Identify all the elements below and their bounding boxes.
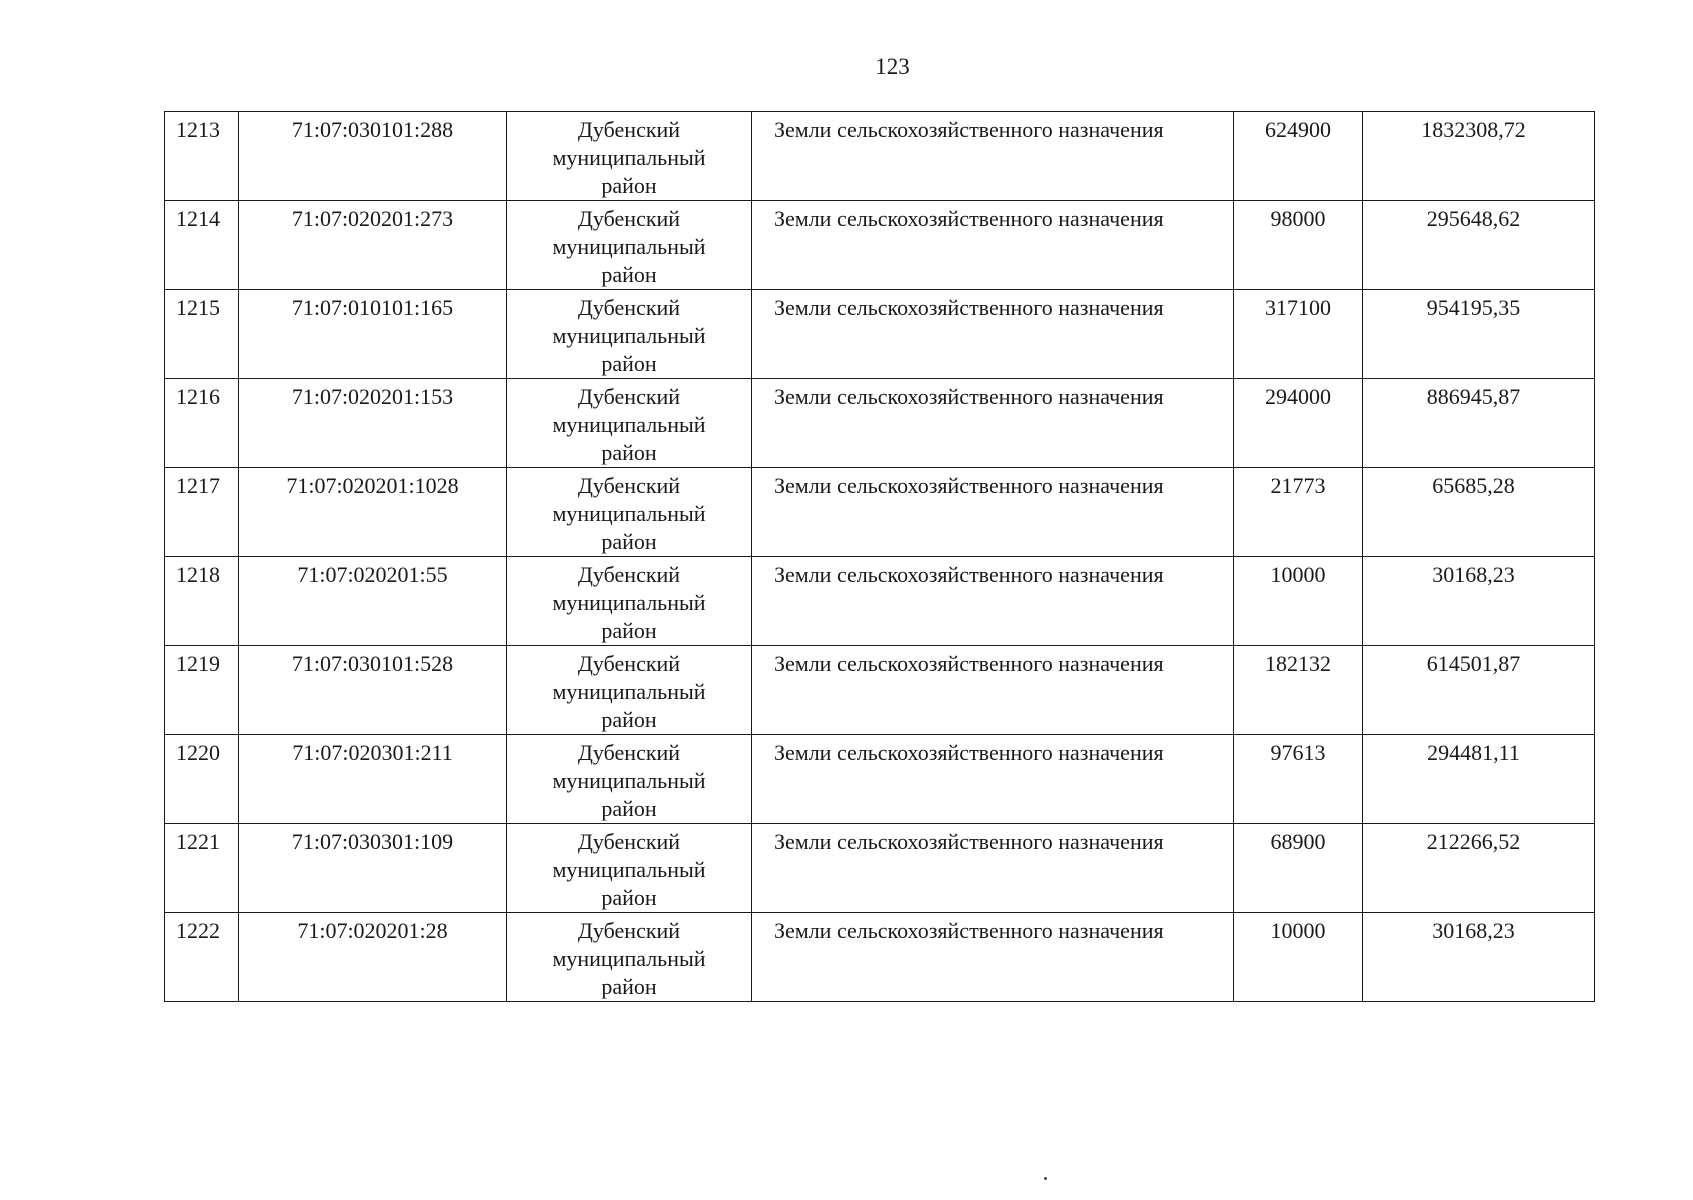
cadastral-number-cell: 71:07:020201:28 [239,913,507,1002]
district-cell [507,112,752,201]
district-line: район [601,440,657,465]
cadastral-cost-cell: 295648,62 [1363,201,1595,290]
district-line: муниципальный [552,946,706,971]
area-cell: 10000 [1234,913,1363,1002]
district-line: район [601,351,657,376]
district-line: муниципальный [552,857,706,882]
row-number-cell: 1217 [165,468,239,557]
row-number-cell: 1220 [165,735,239,824]
area-cell: 68900 [1234,824,1363,913]
district-line: Дубенский [577,117,681,142]
district-line: муниципальный [552,768,706,793]
row-number-cell: 1222 [165,913,239,1002]
district-cell [507,824,752,913]
cadastral-cost-cell: 294481,11 [1363,735,1595,824]
district-cell [507,468,752,557]
land-category-cell: Земли сельскохозяйственного назначения [752,824,1234,913]
area-cell: 98000 [1234,201,1363,290]
cadastral-cost-cell: 886945,87 [1363,379,1595,468]
land-category-cell: Земли сельскохозяйственного назначения [752,557,1234,646]
land-category-cell: Земли сельскохозяйственного назначения [752,290,1234,379]
district-line: муниципальный [552,412,706,437]
cadastral-cost-cell: 65685,28 [1363,468,1595,557]
district-line: Дубенский [577,918,681,943]
district-cell [507,290,752,379]
district-line: муниципальный [552,145,706,170]
cadastral-cost-cell: 212266,52 [1363,824,1595,913]
table-row [165,468,1595,557]
land-category-cell: Земли сельскохозяйственного назначения [752,468,1234,557]
cadastral-cost-cell: 30168,23 [1363,557,1595,646]
district-line: район [601,796,657,821]
district-line: Дубенский [577,651,681,676]
land-category-cell: Земли сельскохозяйственного назначения [752,201,1234,290]
area-cell: 182132 [1234,646,1363,735]
district-line: муниципальный [552,501,706,526]
land-category-cell: Земли сельскохозяйственного назначения [752,913,1234,1002]
district-line: район [601,262,657,287]
area-cell: 97613 [1234,735,1363,824]
district-cell [507,913,752,1002]
table-body [165,112,1595,1002]
row-number-cell: 1221 [165,824,239,913]
cadastral-number-cell: 71:07:020301:211 [239,735,507,824]
land-category-cell: Земли сельскохозяйственного назначения [752,735,1234,824]
area-cell: 317100 [1234,290,1363,379]
district-cell [507,646,752,735]
district-line: район [601,173,657,198]
cadastral-cost-cell: 954195,35 [1363,290,1595,379]
area-cell: 21773 [1234,468,1363,557]
area-cell: 624900 [1234,112,1363,201]
cadastral-number-cell: 71:07:020201:55 [239,557,507,646]
table-row [165,112,1595,201]
district-line: Дубенский [577,740,681,765]
table-row [165,379,1595,468]
row-number-cell: 1213 [165,112,239,201]
land-category-cell: Земли сельскохозяйственного назначения [752,379,1234,468]
district-cell [507,201,752,290]
cadastral-number-cell: 71:07:030101:288 [239,112,507,201]
table-row [165,824,1595,913]
cadastral-number-cell: 71:07:030301:109 [239,824,507,913]
land-category-cell: Земли сельскохозяйственного назначения [752,646,1234,735]
district-line: муниципальный [552,590,706,615]
area-cell: 294000 [1234,379,1363,468]
table-row [165,290,1595,379]
row-number-cell: 1214 [165,201,239,290]
area-cell: 10000 [1234,557,1363,646]
district-line: район [601,529,657,554]
district-line: район [601,618,657,643]
district-line: Дубенский [577,829,681,854]
district-cell [507,735,752,824]
page-number: 123 [875,54,910,79]
cadastral-cost-cell: 1832308,72 [1363,112,1595,201]
district-line: Дубенский [577,295,681,320]
district-line: Дубенский [577,206,681,231]
table-row [165,201,1595,290]
row-number-cell: 1218 [165,557,239,646]
district-cell [507,379,752,468]
row-number-cell: 1216 [165,379,239,468]
cadastral-number-cell: 71:07:020201:273 [239,201,507,290]
district-line: район [601,707,657,732]
row-number-cell: 1215 [165,290,239,379]
table-row [165,735,1595,824]
district-line: Дубенский [577,384,681,409]
row-number-cell: 1219 [165,646,239,735]
cadastral-number-cell: 71:07:010101:165 [239,290,507,379]
table-row [165,646,1595,735]
district-line: муниципальный [552,679,706,704]
district-line: район [601,885,657,910]
district-line: Дубенский [577,562,681,587]
cadastral-number-cell: 71:07:020201:1028 [239,468,507,557]
cadastral-number-cell: 71:07:030101:528 [239,646,507,735]
district-line: район [601,974,657,999]
table-row [165,557,1595,646]
land-plots-table [164,111,1595,1002]
land-category-cell: Земли сельскохозяйственного назначения [752,112,1234,201]
district-line: Дубенский [577,473,681,498]
district-line: муниципальный [552,234,706,259]
scan-speck [1044,1177,1047,1180]
cadastral-cost-cell: 614501,87 [1363,646,1595,735]
cadastral-cost-cell: 30168,23 [1363,913,1595,1002]
table-row [165,913,1595,1002]
district-cell [507,557,752,646]
cadastral-number-cell: 71:07:020201:153 [239,379,507,468]
district-line: муниципальный [552,323,706,348]
